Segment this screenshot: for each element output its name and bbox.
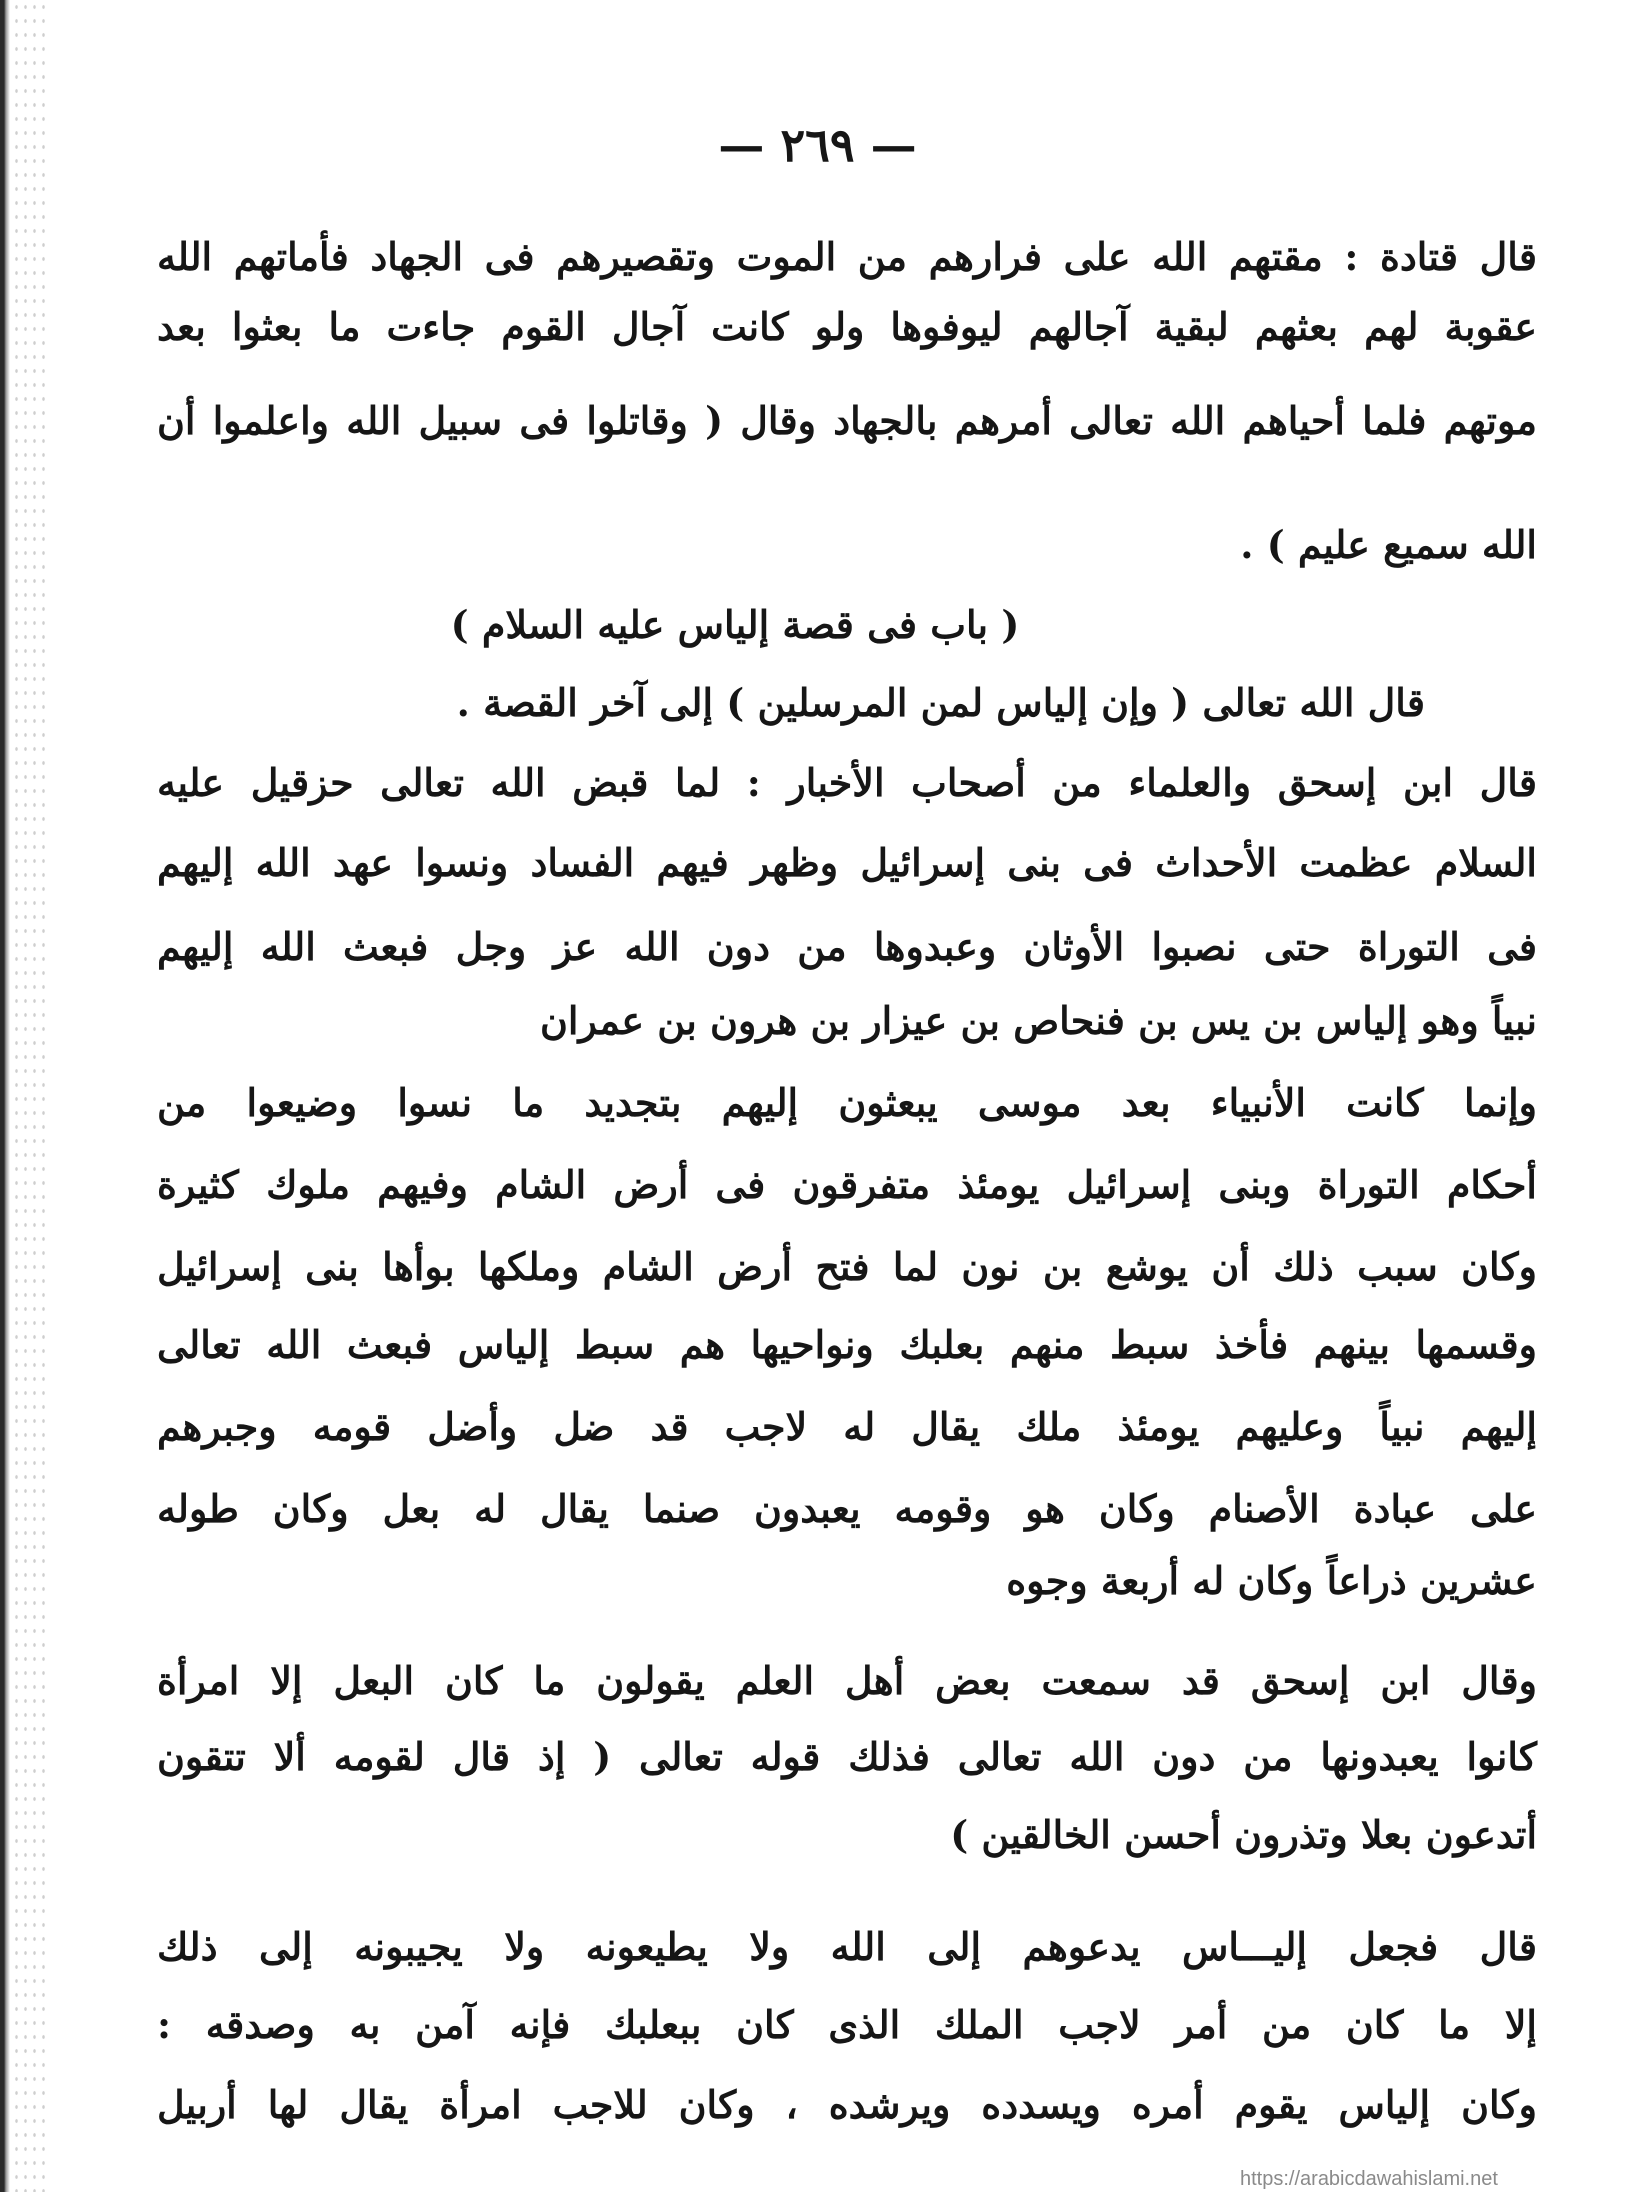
text-line-18: وقال ابن إسحق قد سمعت بعض أهل العلم يقولون ما كان البعل إلا امرأة (157, 1658, 1537, 1703)
text-line-19: كانوا يعبدونها من دون الله تعالى فذلك قوله تعالى ( إذ قال لقومه ألا تتقون (157, 1734, 1537, 1779)
text-line-20: أتدعون بعلا وتذرون أحسن الخالقين ) (950, 1812, 1537, 1857)
text-line-17: عشرين ذراعاً وكان له أربعة وجوه (1006, 1558, 1537, 1603)
text-line-14: وقسمها بينهم فأخذ سبط منهم بعلبك ونواحيها هم سبط إلياس فبعث الله تعالى (157, 1322, 1537, 1367)
page-number: — ٢٦٩ — (718, 118, 917, 172)
text-line-2: عقوبة لهم بعثهم لبقية آجالهم ليوفوها ولو كانت آجال القوم جاءت ما بعثوا بعد (157, 304, 1537, 349)
text-line-13: وكان سبب ذلك أن يوشع بن نون لما فتح أرض الشام وملكها بوأها بنى إسرائيل (157, 1244, 1537, 1289)
scan-noise (12, 0, 48, 2192)
text-line-22: إلا ما كان من أمر لاجب الملك الذى كان ببعلبك فإنه آمن به وصدقه : (157, 2002, 1537, 2047)
watermark-url: https://arabicdawahislami.net (1240, 2168, 1498, 2190)
section-heading: ( باب فى قصة إلياس عليه السلام ) (450, 602, 1020, 647)
text-line-9: فى التوراة حتى نصبوا الأوثان وعبدوها من دون الله عز وجل فبعث الله إليهم (157, 924, 1537, 969)
text-line-4: الله سميع عليم ) . (1240, 522, 1537, 567)
text-line-16: على عبادة الأصنام وكان هو وقومه يعبدون صنما يقال له بعل وكان طوله (157, 1486, 1537, 1531)
text-line-10: نبياً وهو إلياس بن يس بن فنحاص بن عيزار بن هرون بن عمران (540, 998, 1537, 1043)
text-line-21: قال فجعل إليـــاس يدعوهم إلى الله ولا يطيعونه ولا يجيبونه إلى ذلك (157, 1924, 1537, 1969)
text-line-12: أحكام التوراة وبنى إسرائيل يومئذ متفرقون فى أرض الشام وفيهم ملوك كثيرة (157, 1162, 1537, 1207)
text-line-6: قال الله تعالى ( وإن إلياس لمن المرسلين ) إلى آخر القصة . (456, 680, 1425, 725)
text-line-7: قال ابن إسحق والعلماء من أصحاب الأخبار : لما قبض الله تعالى حزقيل عليه (157, 760, 1537, 805)
text-line-11: وإنما كانت الأنبياء بعد موسى يبعثون إليهم بتجديد ما نسوا وضيعوا من (157, 1080, 1537, 1125)
page-edge-shadow (0, 0, 10, 2192)
text-line-1: قال قتادة : مقتهم الله على فرارهم من الموت وتقصيرهم فى الجهاد فأماتهم الله (157, 234, 1537, 279)
text-line-8: السلام عظمت الأحداث فى بنى إسرائيل وظهر فيهم الفساد ونسوا عهد الله إليهم (157, 840, 1537, 885)
text-line-15: إليهم نبياً وعليهم يومئذ ملك يقال له لاجب قد ضل وأضل قومه وجبرهم (157, 1404, 1537, 1449)
text-line-23: وكان إلياس يقوم أمره ويسدده ويرشده ، وكان للاجب امرأة يقال لها أربيل (157, 2082, 1537, 2127)
text-line-3: موتهم فلما أحياهم الله تعالى أمرهم بالجهاد وقال ( وقاتلوا فى سبيل الله واعلموا أن (157, 398, 1537, 443)
